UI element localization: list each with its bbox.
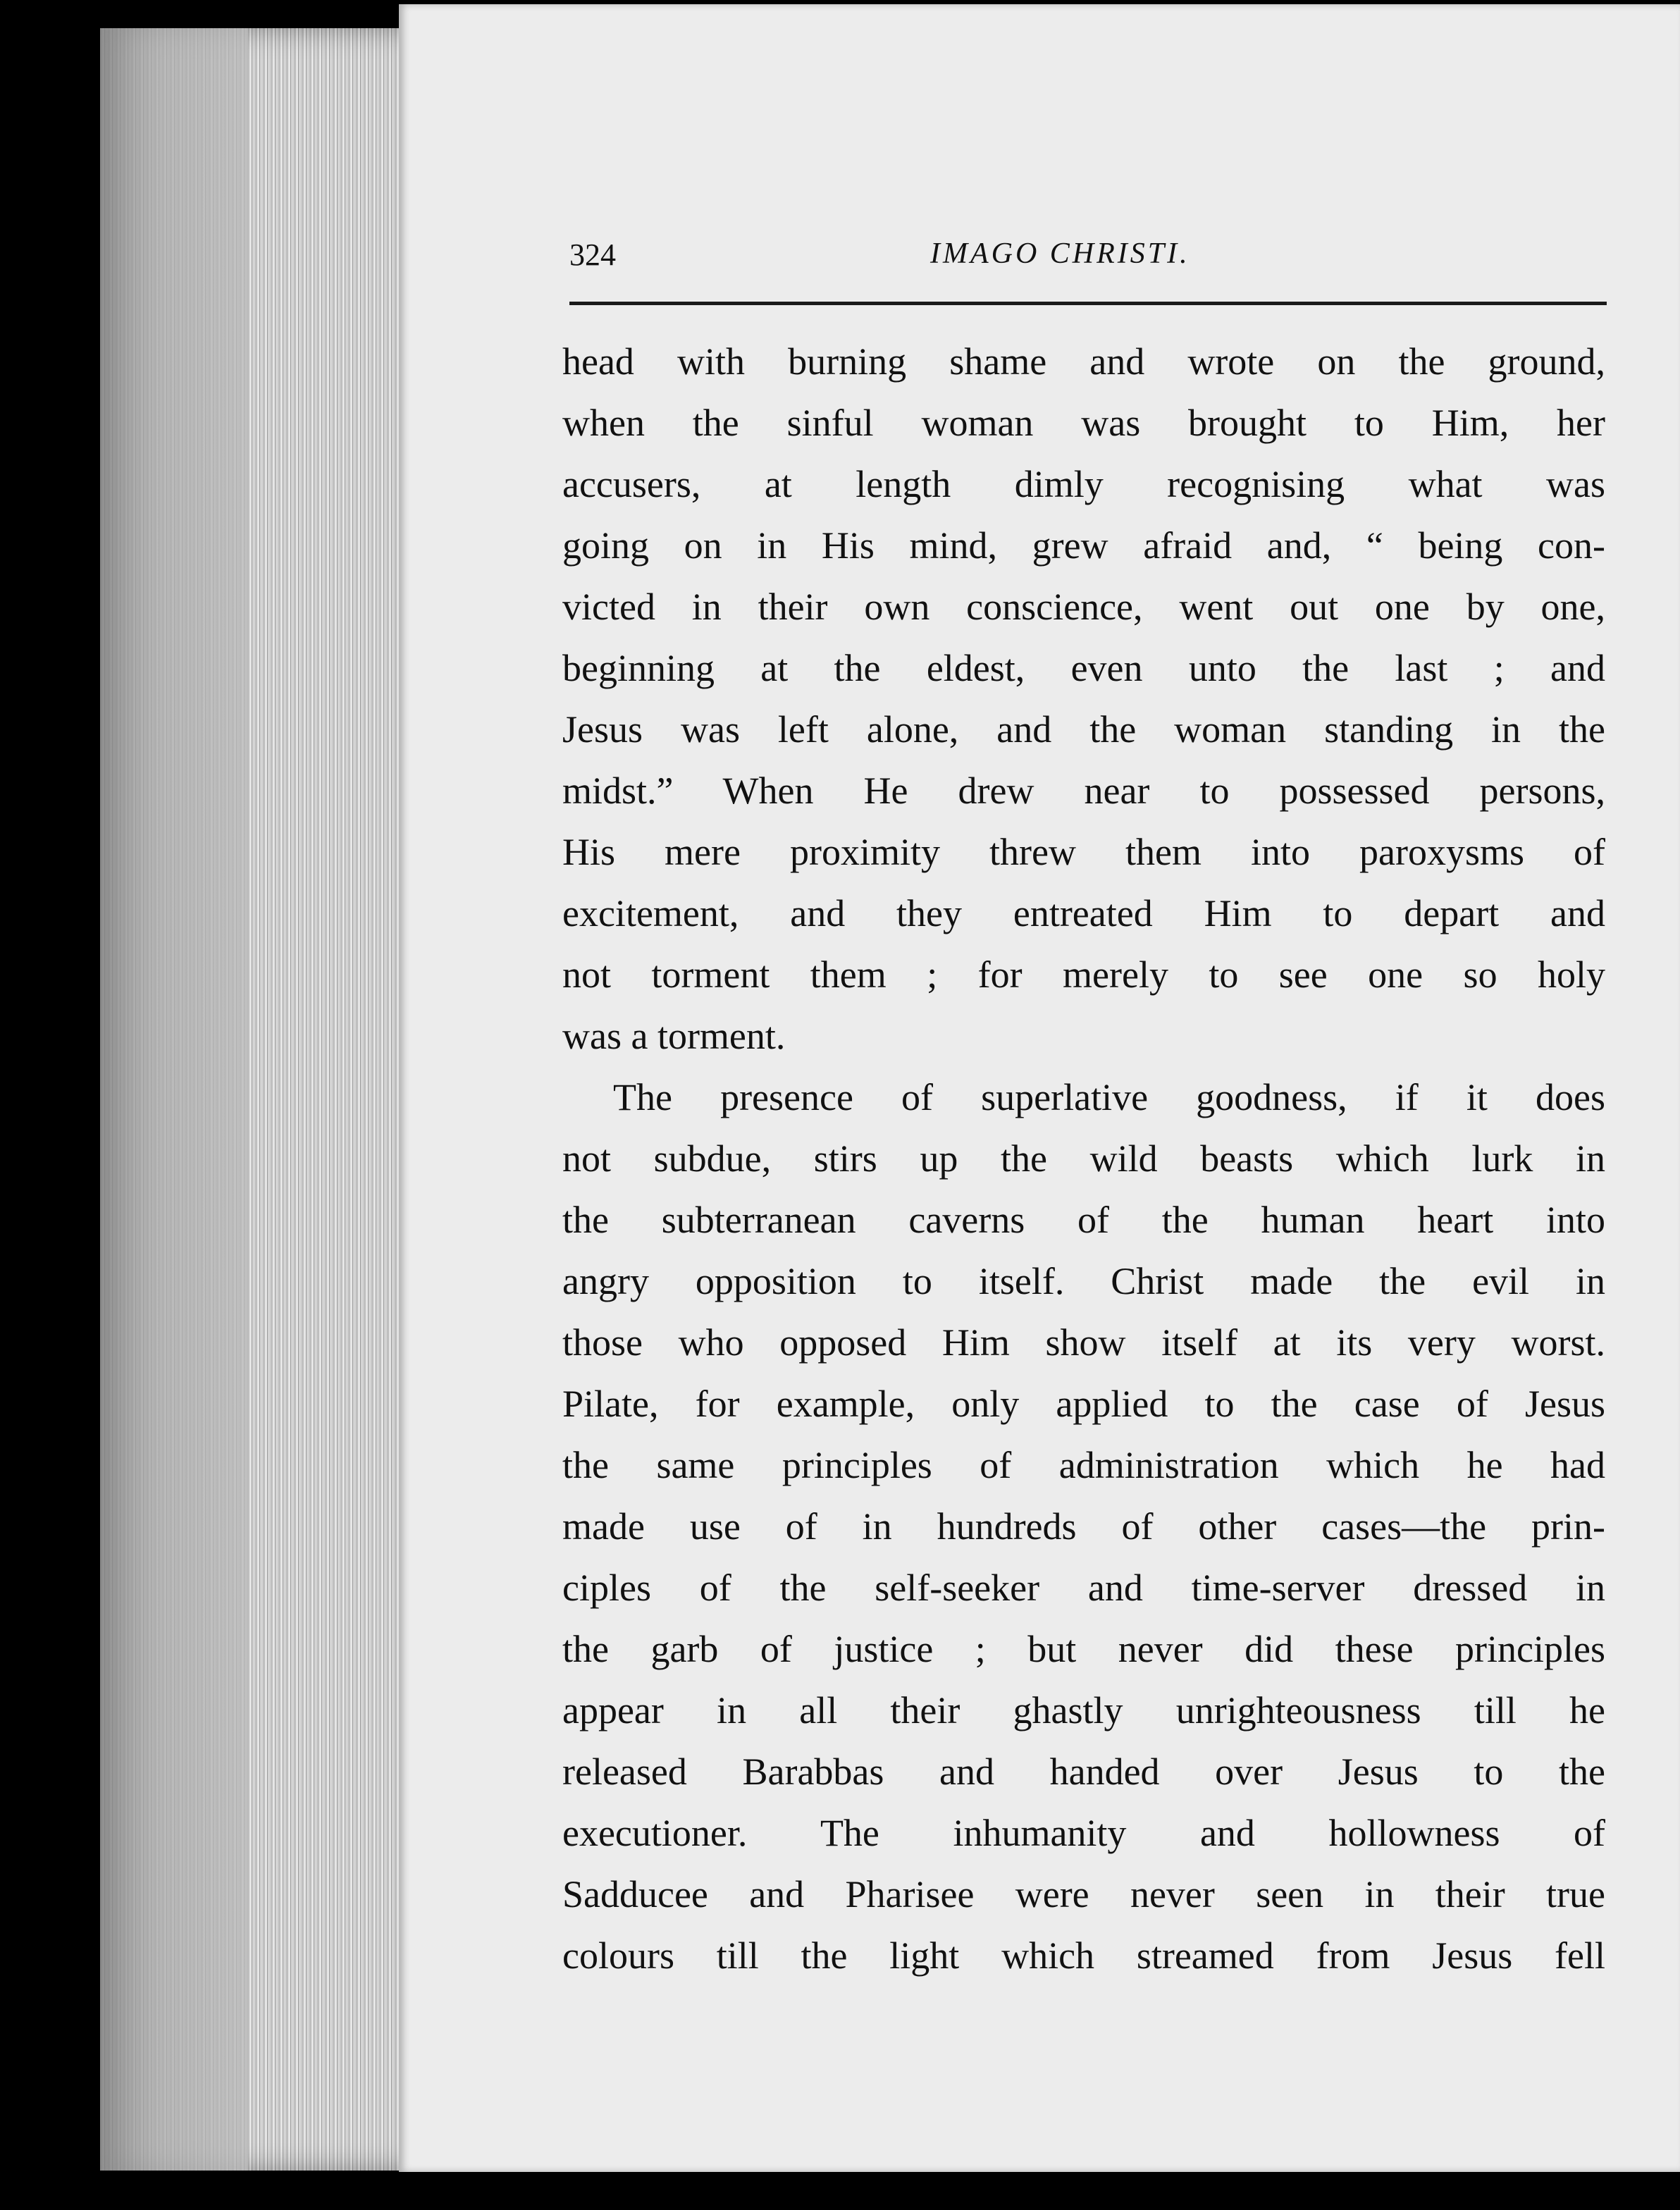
text-line: colours till the light which streamed from Jesus fell [562, 1934, 1605, 1977]
paragraph-1 [562, 331, 1605, 1067]
text-line: the same principles of administration which he had [562, 1444, 1605, 1486]
text-line: when the sinful woman was brought to Him, her [562, 402, 1605, 444]
text-line: not subdue, stirs up the wild beasts which lurk in [562, 1137, 1605, 1180]
text-line: the subterranean caverns of the human heart into [562, 1199, 1605, 1241]
text-line: made use of in hundreds of other cases—the prin- [562, 1505, 1605, 1548]
text-line: the garb of justice ; but never did these principles [562, 1628, 1605, 1670]
text-line: Pilate, for example, only applied to the case of Jesus [562, 1383, 1605, 1425]
text-line: accusers, at length dimly recognising what was [562, 463, 1605, 505]
paragraph-2 [562, 1067, 1605, 1987]
text-line: head with burning shame and wrote on the ground, [562, 340, 1605, 383]
text-line: beginning at the eldest, even unto the last ; and [562, 647, 1605, 689]
text-line: those who opposed Him show itself at its very worst. [562, 1321, 1605, 1364]
text-line: midst.” When He drew near to possessed persons, [562, 770, 1605, 812]
text-line: Jesus was left alone, and the woman standing in the [562, 708, 1605, 751]
text-line: not torment them ; for merely to see one so holy [562, 953, 1605, 996]
text-line: Sadducee and Pharisee were never seen in their true [562, 1873, 1605, 1915]
page-edges-shadow [100, 28, 248, 2171]
text-line: excitement, and they entreated Him to depart and [562, 892, 1605, 934]
text-line: going on in His mind, grew afraid and, “ being con- [562, 524, 1605, 567]
text-line: His mere proximity threw them into paroxysms of [562, 831, 1605, 873]
running-title: IMAGO CHRISTI. [930, 237, 1190, 270]
text-line: appear in all their ghastly unrighteousness till he [562, 1689, 1605, 1731]
header-rule [569, 302, 1607, 305]
text-line: was a torment. [562, 1015, 786, 1057]
text-line: angry opposition to itself. Christ made the evil in [562, 1260, 1605, 1302]
body-text [562, 331, 1605, 1987]
text-line: victed in their own conscience, went out one by one, [562, 586, 1605, 628]
text-line: ciples of the self-seeker and time-server dressed in [562, 1567, 1605, 1609]
page-header [569, 237, 1605, 286]
text-line: The presence of superlative goodness, if it does [613, 1076, 1605, 1118]
scan-border [0, 2172, 1680, 2210]
page-number: 324 [569, 237, 616, 272]
text-line: released Barabbas and handed over Jesus to the [562, 1751, 1605, 1793]
text-line: executioner. The inhumanity and hollowness of [562, 1812, 1605, 1854]
